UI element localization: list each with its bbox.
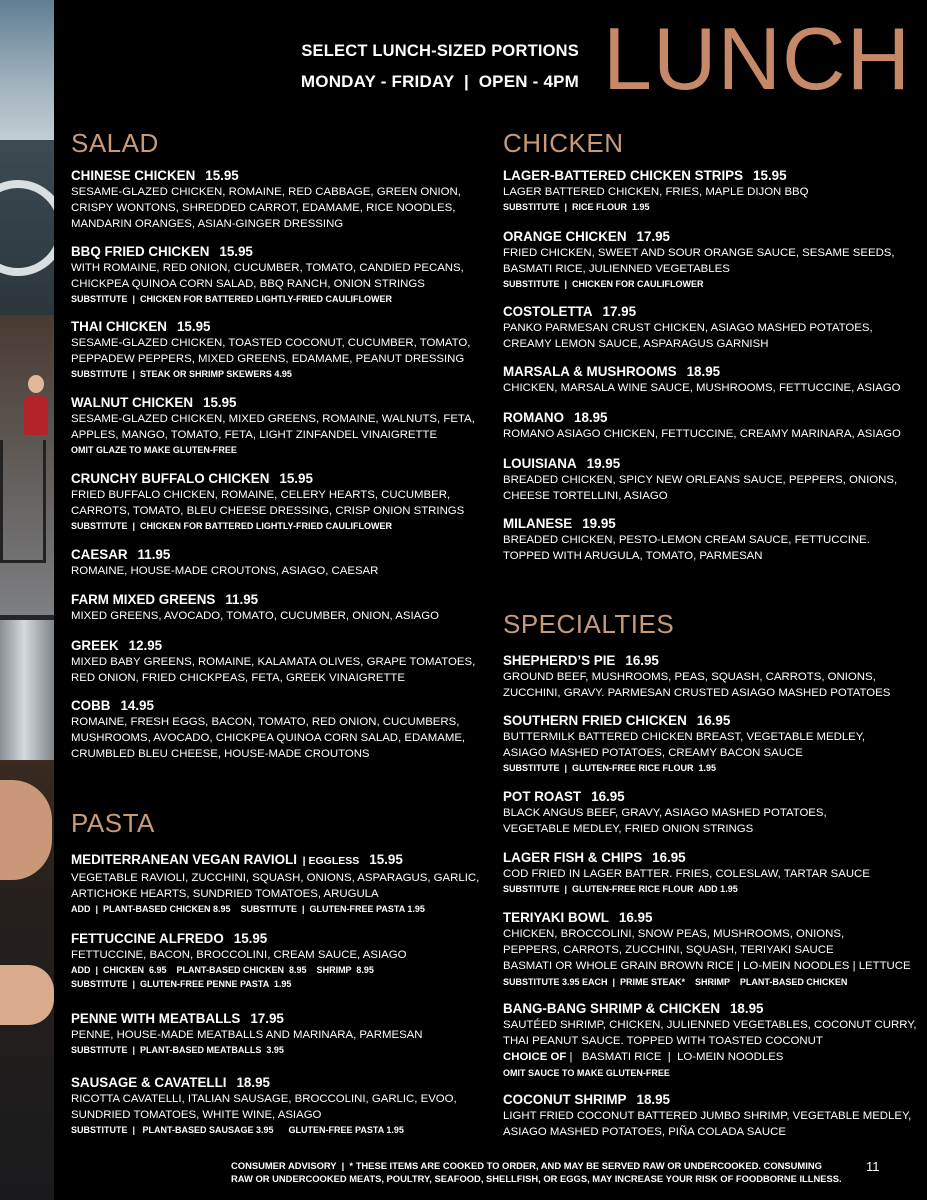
brew-tank-image <box>0 620 54 760</box>
item-description: PENNE, HOUSE-MADE MEATBALLS AND MARINARA, PARMESAN <box>71 1029 423 1041</box>
menu-item <box>503 849 913 896</box>
item-description: CHICKEN, MARSALA WINE SAUCE, MUSHROOMS, FETTUCCINE, ASIAGO <box>503 382 901 394</box>
choice-label: CHOICE OF <box>503 1051 567 1064</box>
menu-item <box>71 851 481 916</box>
item-price: 15.95 <box>176 319 211 334</box>
section-title-salad: SALAD <box>71 128 159 158</box>
item-note: SUBSTITUTE | PLANT-BASED MEATBALLS 3.95 <box>71 1045 284 1056</box>
menu-item <box>503 1091 913 1140</box>
menu-item <box>71 930 481 991</box>
item-description: FRIED BUFFALO CHICKEN, ROMAINE, CELERY HEARTS, CUCUMBER, <box>71 489 451 501</box>
item-description: ZUCCHINI, GRAVY. PARMESAN CRUSTED ASIAGO MASHED POTATOES <box>503 687 891 700</box>
item-price: 17.95 <box>636 229 671 244</box>
section-title-specialties: SPECIALTIES <box>503 609 675 639</box>
person-image <box>28 375 44 393</box>
menu-item <box>503 363 913 396</box>
menu-item <box>503 409 913 442</box>
item-name: COBB <box>71 698 111 713</box>
item-description: ROMAINE, HOUSE-MADE CROUTONS, ASIAGO, CAESAR <box>71 565 379 577</box>
building-image <box>0 140 54 315</box>
item-description: ASIAGO MASHED POTATOES, PIÑA COLADA SAUCE <box>503 1126 786 1139</box>
item-name: SHEPHERD’S PIE <box>503 653 616 668</box>
item-description: BASMATI OR WHOLE GRAIN BROWN RICE | LO-MEIN NOODLES | LETTUCE <box>503 960 911 973</box>
item-description: PEPPADEW PEPPERS, MIXED GREENS, EDAMAME, PEANUT DRESSING <box>71 353 465 366</box>
menu-item <box>71 1010 481 1057</box>
item-description: THAI PEANUT SAUCE. TOPPED WITH TOASTED COCONUT <box>503 1035 823 1048</box>
item-price: 18.95 <box>636 1092 671 1107</box>
item-description: BLACK ANGUS BEEF, GRAVY, ASIAGO MASHED POTATOES, <box>503 807 827 819</box>
item-price: 18.95 <box>574 410 608 425</box>
item-name: WALNUT CHICKEN <box>71 395 193 410</box>
item-description: WITH ROMAINE, RED ONION, CUCUMBER, TOMATO, CANDIED PECANS, <box>71 262 464 274</box>
item-price: 11.95 <box>137 547 171 562</box>
menu-item <box>503 712 913 775</box>
item-description: FETTUCCINE, BACON, BROCCOLINI, CREAM SAUCE, ASIAGO <box>71 949 407 961</box>
item-name: THAI CHICKEN <box>71 319 167 334</box>
item-description: VEGETABLE RAVIOLI, ZUCCHINI, SQUASH, ONIONS, ASPARAGUS, GARLIC, <box>71 872 480 884</box>
item-price: 18.95 <box>236 1075 270 1090</box>
menu-item <box>503 167 913 214</box>
item-price: 15.95 <box>203 395 237 410</box>
item-price: 16.95 <box>625 653 659 668</box>
choice-options: | BASMATI RICE | LO-MEIN NOODLES <box>569 1051 784 1064</box>
item-name: CAESAR <box>71 547 128 562</box>
item-price: 19.95 <box>582 516 616 531</box>
item-description: CHEESE TORTELLINI, ASIAGO <box>503 490 668 503</box>
item-price: 16.95 <box>591 789 625 804</box>
item-note: SUBSTITUTE 3.95 EACH | PRIME STEAK* SHRIMP PLANT-BASED CHICKEN <box>503 976 848 987</box>
item-description: CREAMY LEMON SAUCE, ASPARAGUS GARNISH <box>503 338 769 351</box>
item-description: RED ONION, FRIED CHICKPEAS, FETA, GREEK VINAIGRETTE <box>71 672 405 685</box>
item-description: MIXED BABY GREENS, ROMAINE, KALAMATA OLIVES, GRAPE TOMATOES, <box>71 656 476 668</box>
item-name: COSTOLETTA <box>503 304 593 319</box>
menu-item <box>71 167 481 233</box>
item-name: LOUISIANA <box>503 456 577 471</box>
page-title: LUNCH <box>603 9 912 108</box>
item-price: 12.95 <box>128 638 163 653</box>
item-note: SUBSTITUTE | CHICKEN FOR BATTERED LIGHTLY-FRIED CAULIFLOWER <box>71 521 393 532</box>
item-price: 15.95 <box>205 168 239 183</box>
section-title-chicken: CHICKEN <box>503 128 624 158</box>
advisory-line: RAW OR UNDERCOOKED MEATS, POULTRY, SEAFOOD, SHELLFISH, OR EGGS, MAY INCREASE YOUR RISK OF FOODBORNE ILLNESS. <box>231 1173 842 1185</box>
item-note: SUBSTITUTE | CHICKEN FOR CAULIFLOWER <box>503 279 704 290</box>
item-name: CRUNCHY BUFFALO CHICKEN <box>71 471 270 486</box>
item-name: LAGER-BATTERED CHICKEN STRIPS <box>503 168 744 183</box>
item-note: ADD | PLANT-BASED CHICKEN 8.95 SUBSTITUTE | GLUTEN-FREE PASTA 1.95 <box>71 904 425 915</box>
portion-subtitle: SELECT LUNCH-SIZED PORTIONS <box>301 42 579 60</box>
item-note: SUBSTITUTE | GLUTEN-FREE PENNE PASTA 1.95 <box>71 979 292 990</box>
menu-item <box>503 455 913 504</box>
item-description: GROUND BEEF, MUSHROOMS, PEAS, SQUASH, CARROTS, ONIONS, <box>503 671 876 683</box>
menu-item <box>71 1074 481 1137</box>
item-note: OMIT SAUCE TO MAKE GLUTEN-FREE <box>503 1067 670 1078</box>
person-image <box>24 395 48 435</box>
advisory-line: CONSUMER ADVISORY | * THESE ITEMS ARE COOKED TO ORDER, AND MAY BE SERVED RAW OR UNDERCOOKED. CONSUMING <box>231 1160 822 1171</box>
item-description: ARTICHOKE HEARTS, SUNDRIED TOMATOES, ARUGULA <box>71 888 379 901</box>
item-note: SUBSTITUTE | GLUTEN-FREE RICE FLOUR ADD 1.95 <box>503 884 738 895</box>
item-name: GREEK <box>71 638 119 653</box>
item-description: SUNDRIED TOMATOES, WHITE WINE, ASIAGO <box>71 1109 322 1122</box>
item-description: SESAME-GLAZED CHICKEN, ROMAINE, RED CABBAGE, GREEN ONION, <box>71 186 461 198</box>
hours-subtitle: MONDAY - FRIDAY | OPEN - 4PM <box>300 72 579 91</box>
item-description: ROMAINE, FRESH EGGS, BACON, TOMATO, RED ONION, CUCUMBERS, <box>71 716 460 728</box>
item-description: SESAME-GLAZED CHICKEN, MIXED GREENS, ROMAINE, WALNUTS, FETA, <box>71 413 475 425</box>
item-description: LIGHT FRIED COCONUT BATTERED JUMBO SHRIMP, VEGETABLE MEDLEY, <box>503 1110 912 1122</box>
menu-item <box>503 909 913 989</box>
item-note: SUBSTITUTE | RICE FLOUR 1.95 <box>503 202 650 213</box>
item-description: VEGETABLE MEDLEY, FRIED ONION STRINGS <box>503 823 754 836</box>
item-note: ADD | CHICKEN 6.95 PLANT-BASED CHICKEN 8.95 SHRIMP 8.95 <box>71 965 374 976</box>
item-description: COD FRIED IN LAGER BATTER. FRIES, COLESLAW, TARTAR SAUCE <box>503 868 870 880</box>
item-price: 15.95 <box>233 931 268 946</box>
item-price: 18.95 <box>729 1001 764 1016</box>
item-price: 16.95 <box>696 713 731 728</box>
item-name: TERIYAKI BOWL <box>503 910 609 925</box>
menu-item <box>503 515 913 564</box>
item-price: 15.95 <box>279 471 313 486</box>
item-description: MUSHROOMS, AVOCADO, CHICKPEA QUINOA CORN SALAD, EDAMAME, <box>71 732 466 745</box>
item-description: BREADED CHICKEN, PESTO-LEMON CREAM SAUCE, FETTUCCINE. <box>503 534 870 546</box>
item-name: PENNE WITH MEATBALLS <box>71 1011 241 1026</box>
item-price: 14.95 <box>120 698 154 713</box>
item-name: FETTUCCINE ALFREDO <box>71 931 224 946</box>
menu-item <box>71 394 481 457</box>
item-name: FARM MIXED GREENS <box>71 592 216 607</box>
menu-item <box>503 228 913 291</box>
item-name: ROMANO <box>503 410 564 425</box>
item-description: RICOTTA CAVATELLI, ITALIAN SAUSAGE, BROCCOLINI, GARLIC, EVOO, <box>71 1093 457 1105</box>
item-note: SUBSTITUTE | CHICKEN FOR BATTERED LIGHTLY-FRIED CAULIFLOWER <box>71 294 393 305</box>
sky-image <box>0 0 54 150</box>
menu-item <box>503 652 913 701</box>
item-price: 15.95 <box>219 244 253 259</box>
item-description: BUTTERMILK BATTERED CHICKEN BREAST, VEGETABLE MEDLEY, <box>503 731 866 743</box>
item-name: CHINESE CHICKEN <box>71 168 196 183</box>
item-name: MARSALA & MUSHROOMS <box>503 364 677 379</box>
item-name: LAGER FISH & CHIPS <box>503 850 643 865</box>
item-description: ASIAGO MASHED POTATOES, CREAMY BACON SAUCE <box>503 747 803 760</box>
item-description: APPLES, MANGO, TOMATO, FETA, LIGHT ZINFANDEL VINAIGRETTE <box>71 429 438 442</box>
section-title-pasta: PASTA <box>71 808 155 838</box>
item-description: PEPPERS, CARROTS, ZUCCHINI, SQUASH, TERIYAKI SAUCE <box>503 944 834 957</box>
item-tag: | EGGLESS <box>302 855 360 867</box>
item-note: OMIT GLAZE TO MAKE GLUTEN-FREE <box>71 445 237 456</box>
item-name: BANG-BANG SHRIMP & CHICKEN <box>503 1001 720 1016</box>
menu-item <box>71 243 481 306</box>
menu-item <box>71 637 481 686</box>
item-name: ORANGE CHICKEN <box>503 229 627 244</box>
item-description: SAUTÉED SHRIMP, CHICKEN, JULIENNED VEGETABLES, COCONUT CURRY, <box>503 1019 917 1031</box>
item-description: MANDARIN ORANGES, ASIAN-GINGER DRESSING <box>71 218 344 231</box>
item-description: BREADED CHICKEN, SPICY NEW ORLEANS SAUCE, PEPPERS, ONIONS, <box>503 474 898 486</box>
menu-item <box>71 470 481 533</box>
item-note: SUBSTITUTE | GLUTEN-FREE RICE FLOUR 1.95 <box>503 763 717 774</box>
item-price: 11.95 <box>225 592 259 607</box>
item-name: BBQ FRIED CHICKEN <box>71 244 210 259</box>
menu-item <box>71 697 481 763</box>
menu-item <box>503 1000 917 1080</box>
menu-item <box>71 546 481 579</box>
menu-item <box>71 318 481 381</box>
consumer-advisory <box>231 1159 871 1186</box>
item-description: CHICKPEA QUINOA CORN SALAD, BBQ RANCH, ONION STRINGS <box>71 278 425 291</box>
item-name: SAUSAGE & CAVATELLI <box>71 1075 227 1090</box>
item-description: LAGER BATTERED CHICKEN, FRIES, MAPLE DIJON BBQ <box>503 186 809 198</box>
item-name: SOUTHERN FRIED CHICKEN <box>503 713 687 728</box>
item-price: 17.95 <box>602 304 637 319</box>
item-note: SUBSTITUTE | STEAK OR SHRIMP SKEWERS 4.95 <box>71 369 292 380</box>
item-price: 16.95 <box>618 910 653 925</box>
menu-item <box>503 788 913 837</box>
item-description: TOPPED WITH ARUGULA, TOMATO, PARMESAN <box>503 550 763 563</box>
chair-image <box>0 440 46 563</box>
side-photo <box>0 0 54 1200</box>
item-description: BASMATI RICE, JULIENNED VEGETABLES <box>503 263 730 276</box>
item-price: 16.95 <box>652 850 686 865</box>
item-description: CARROTS, TOMATO, BLEU CHEESE DRESSING, CRISP ONION STRINGS <box>71 505 465 518</box>
item-description: ROMANO ASIAGO CHICKEN, FETTUCCINE, CREAMY MARINARA, ASIAGO <box>503 428 901 440</box>
item-price: 19.95 <box>586 456 621 471</box>
item-price: 15.95 <box>369 852 403 867</box>
item-note: SUBSTITUTE | PLANT-BASED SAUSAGE 3.95 GLUTEN-FREE PASTA 1.95 <box>71 1125 404 1136</box>
menu-item <box>71 591 481 624</box>
item-description: CRISPY WONTONS, SHREDDED CARROT, EDAMAME, RICE NOODLES, <box>71 202 456 215</box>
item-name: COCONUT SHRIMP <box>503 1092 627 1107</box>
item-description: CHICKEN, BROCCOLINI, SNOW PEAS, MUSHROOMS, ONIONS, <box>503 928 845 940</box>
menu-item <box>503 303 913 352</box>
brewer-hand-image <box>0 965 54 1025</box>
item-price: 17.95 <box>250 1011 284 1026</box>
item-description: SESAME-GLAZED CHICKEN, TOASTED COCONUT, CUCUMBER, TOMATO, <box>71 337 471 349</box>
item-description: CRUMBLED BLEU CHEESE, HOUSE-MADE CROUTONS <box>71 748 370 761</box>
item-price: 15.95 <box>753 168 787 183</box>
page-number: 11 <box>866 1159 880 1174</box>
item-description: PANKO PARMESAN CRUST CHICKEN, ASIAGO MASHED POTATOES, <box>503 322 873 334</box>
item-price: 18.95 <box>686 364 721 379</box>
item-name: POT ROAST <box>503 789 582 804</box>
item-description: MIXED GREENS, AVOCADO, TOMATO, CUCUMBER, ONION, ASIAGO <box>71 610 439 622</box>
item-name: MEDITERRANEAN VEGAN RAVIOLI <box>71 852 297 867</box>
item-description: FRIED CHICKEN, SWEET AND SOUR ORANGE SAUCE, SESAME SEEDS, <box>503 247 895 259</box>
item-name: MILANESE <box>503 516 573 531</box>
